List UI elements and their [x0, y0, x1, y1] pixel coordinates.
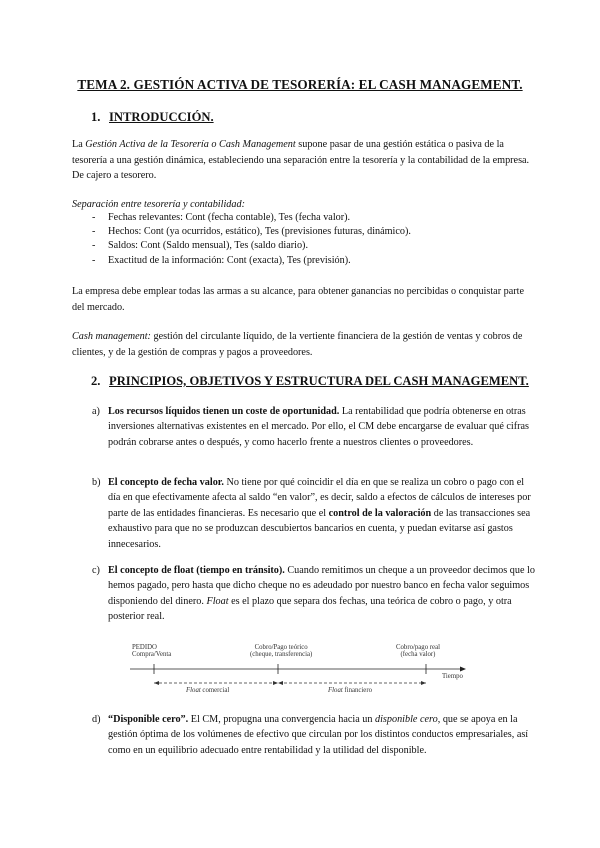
section-title: INTRODUCCIÓN. [109, 110, 214, 124]
document-title: TEMA 2. GESTIÓN ACTIVA DE TESORERÍA: EL CASH MANAGEMENT. [77, 77, 523, 92]
list-item: - Saldos: Cont (Saldo mensual), Tes (saldo diario). [92, 239, 411, 253]
label-float-comercial: Float comercial [186, 687, 230, 694]
float-arrow-mid-left [273, 681, 278, 685]
list-item-b: b) El concepto de fecha valor. No tiene por qué coincidir el día en que se realiza un cobro o pago con el día en que efectivamente afecta al saldo “en valor”, es decir, saldo a efectos de cálculos de intereses por parte de las entidades financieras. Es necesario que el control de la valoración de las transacciones sea exhaustivo para que no se produzcan descubiertos bancarios en cuenta, y puedan evitarse así gastos innecesarios. [92, 477, 531, 550]
item-label: d) [92, 714, 101, 725]
list-item: - Fechas relevantes: Cont (fecha contable), Tes (fecha valor). [92, 211, 411, 225]
float-arrow-left [154, 681, 159, 685]
label-cobro-teorico: Cobro/Pago teórico (cheque, transferencia) [250, 644, 313, 659]
list-item-d: d) “Disponible cero”. El CM, propugna una convergencia hacia un disponible cero, que se apoya en la gestión óptima de los volúmenes de efectivo que circulan por los distintos conductos empresariales, así como en un equilibrio adecuado entre rentabilidad y la utilidad del disponible. [92, 714, 529, 756]
item-label: b) [92, 477, 101, 488]
float-timeline-diagram [128, 637, 468, 695]
timeline-arrowhead [460, 667, 466, 672]
section-2-heading [91, 374, 529, 389]
float-arrow-mid-right [278, 681, 283, 685]
label-cobro-real: Cobro/pago real (fecha valor) [396, 644, 440, 659]
item-label: a) [92, 406, 100, 417]
label-pedido: PEDIDO Compra/Venta [132, 644, 172, 659]
label-float-financiero: Float financiero [328, 687, 372, 694]
section-1-heading [91, 110, 214, 125]
float-arrow-right [421, 681, 426, 685]
separation-title: Separación entre tesorería y contabilidad: [72, 199, 245, 210]
list-item: - Exactitud de la información: Cont (exacta), Tes (previsión). [92, 254, 411, 268]
item-label: c) [92, 565, 100, 576]
separation-list [92, 211, 411, 268]
paragraph: La empresa debe emplear todas las armas a su alcance, para obtener ganancias no percibidas o conquistar parte del mercado. [72, 286, 525, 313]
section-number: 1. [91, 110, 101, 124]
label-tiempo: Tiempo [442, 673, 463, 680]
list-item-a: a) Los recursos líquidos tienen un coste de oportunidad. La rentabilidad que podría obtenerse en otras inversiones alternativas existentes en el mercado. Por ello, el CM debe encargarse de evaluar qué cifras podrán cobrarse antes o después, y como hacerlo frente a nuestros clientes o proveedores. [92, 406, 530, 448]
section-title: PRINCIPIOS, OBJETIVOS Y ESTRUCTURA DEL CASH MANAGEMENT. [109, 374, 529, 388]
intro-paragraph: La Gestión Activa de la Tesorería o Cash Management supone pasar de una gestión estática o pasiva de la tesorería a una gestión dinámica, estableciendo una separación entre la tesorería y la contabilidad de la empresa. De cajero a tesorero. [72, 139, 530, 182]
list-item: - Hechos: Cont (ya ocurridos, estático), Tes (previsiones futuras, dinámico). [92, 225, 411, 239]
cash-management-paragraph: Cash management: gestión del circulante líquido, de la vertiente financiera de la gestión de ventas y cobros de clientes, y de la gestión de compras y pagos a proveedores. [72, 331, 523, 358]
section-number: 2. [91, 374, 101, 388]
list-item-c: c) El concepto de float (tiempo en tránsito). Cuando remitimos un cheque a un proveedor decimos que lo hemos pagado, pero hasta que dicho cheque no es adeudado por nuestro banco en fecha valor seguimos disponiendo del dinero. Float es el plazo que separa dos fechas, una teórica de cobro o pago, y otra posterior real. [92, 565, 535, 623]
